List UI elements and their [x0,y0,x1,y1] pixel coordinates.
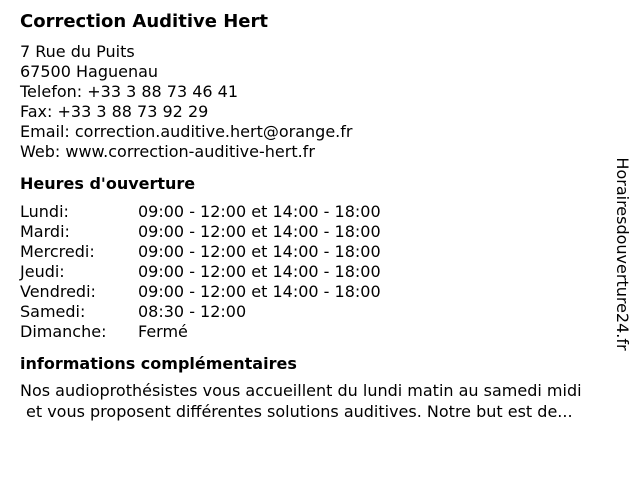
hours-row-samedi [20,302,610,322]
hours-day: Mercredi: [20,242,95,261]
hours-value: 08:30 - 12:00 [138,302,247,321]
hours-row-dimanche [20,322,610,342]
hours-value: 09:00 - 12:00 et 14:00 - 18:00 [138,262,381,281]
hours-day: Dimanche: [20,322,107,341]
hours-day: Jeudi: [20,262,65,281]
hours-value: 09:00 - 12:00 et 14:00 - 18:00 [138,242,381,261]
address-line-2: 67500 Haguenau [20,62,159,81]
hours-day: Mardi: [20,222,70,241]
opening-hours-heading: Heures d'ouverture [20,174,196,193]
web-line: Web: www.correction-auditive-hert.fr [20,142,315,161]
phone-line: Telefon: +33 3 88 73 46 41 [20,82,239,101]
hours-value: Fermé [138,322,188,341]
hours-row-mercredi [20,242,610,262]
email-line: Email: correction.auditive.hert@orange.fr [20,122,353,141]
additional-info-heading: informations complémentaires [20,354,297,373]
address-line-1: 7 Rue du Puits [20,42,135,61]
fax-line: Fax: +33 3 88 73 92 29 [20,102,209,121]
hours-row-mardi [20,222,610,242]
hours-value: 09:00 - 12:00 et 14:00 - 18:00 [138,202,381,221]
business-card [20,10,610,422]
hours-value: 09:00 - 12:00 et 14:00 - 18:00 [138,282,381,301]
additional-info-line-1: Nos audioprothésistes vous accueillent du lundi matin au samedi midi [20,381,582,400]
business-name: Correction Auditive Hert [20,11,268,32]
hours-row-vendredi [20,282,610,302]
site-brand-vertical: Horairesdouverture24.fr [613,157,632,351]
hours-day: Samedi: [20,302,86,321]
hours-day: Vendredi: [20,282,96,301]
additional-info-line-2: et vous proposent différentes solutions auditives. Notre but est de... [26,402,573,421]
hours-row-jeudi [20,262,610,282]
hours-value: 09:00 - 12:00 et 14:00 - 18:00 [138,222,381,241]
hours-row-lundi [20,202,610,222]
hours-day: Lundi: [20,202,69,221]
opening-hours-table [20,202,610,342]
